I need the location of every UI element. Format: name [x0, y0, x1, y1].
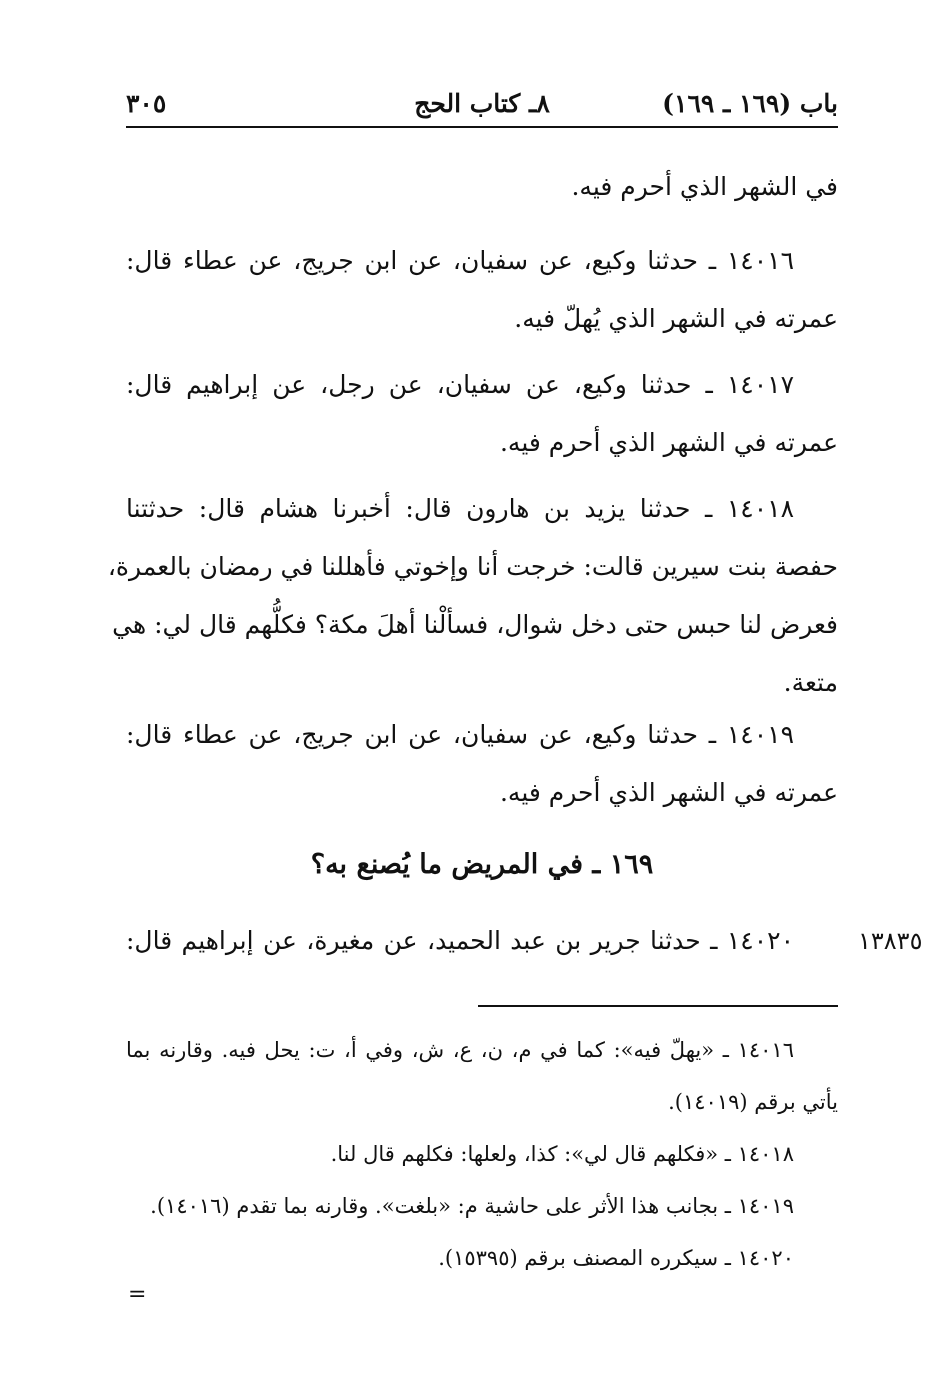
text-line: ١٤٠١٩ ـ حدثنا وكيع، عن سفيان، عن ابن جريج، عن عطاء قال:	[126, 720, 794, 749]
text-line: حفصة بنت سيرين قالت: خرجت أنا وإخوتي فأهللنا في رمضان بالعمرة،	[107, 552, 838, 581]
paragraph-14020	[126, 912, 838, 970]
footnote-line: ١٤٠١٨ ـ «فكلهم قال لي»: كذا، ولعلها: فكلهم قال لنا.	[330, 1142, 794, 1166]
text-line: عمرته في الشهر الذي أحرم فيه.	[499, 428, 838, 457]
text-line: ١٤٠١٦ ـ حدثنا وكيع، عن سفيان، عن ابن جريج، عن عطاء قال:	[126, 246, 794, 275]
book-title: ٨ـ كتاب الحج	[414, 89, 550, 118]
footnote-line: ١٤٠١٦ ـ «يهلّ فيه»: كما في م، ن، ع، ش، وفي أ، ت: يحل فيه. وقارنه بما	[126, 1038, 794, 1062]
header-rule	[126, 126, 838, 128]
paragraph-14016	[126, 232, 838, 348]
text-line: ١٤٠١٨ ـ حدثنا يزيد بن هارون قال: أخبرنا هشام قال: حدثتنا	[126, 494, 794, 523]
footnote-separator	[478, 1005, 838, 1007]
text-line: متعة.	[783, 668, 838, 697]
chapter-range: باب (١٦٩ ـ ١٦٩)	[662, 89, 838, 118]
footnote-line: ١٤٠٢٠ ـ سيكرره المصنف برقم (١٥٣٩٥).	[438, 1246, 794, 1270]
page-number: ٣٠٥	[126, 89, 167, 118]
page-header	[126, 84, 838, 124]
paragraph-14017	[126, 356, 838, 472]
footnote-line: ١٤٠١٩ ـ بجانب هذا الأثر على حاشية م: «بلغت». وقارنه بما تقدم (١٤٠١٦).	[150, 1194, 794, 1218]
text-line: ١٤٠١٧ ـ حدثنا وكيع، عن سفيان، عن رجل، عن إبراهيم قال:	[126, 370, 794, 399]
continuation-mark: =	[128, 1282, 147, 1307]
paragraph-14018	[107, 480, 838, 712]
paragraph-14019	[126, 706, 838, 822]
text-line: في الشهر الذي أحرم فيه.	[571, 172, 838, 201]
footnote-line: يأتي برقم (١٤٠١٩).	[668, 1090, 838, 1114]
margin-reference-number: ١٣٨٣٥	[858, 927, 923, 955]
text-line: ١٤٠٢٠ ـ حدثنا جرير بن عبد الحميد، عن مغيرة، عن إبراهيم قال:	[126, 926, 794, 955]
paragraph-continuation	[126, 158, 838, 216]
text-line: فعرض لنا حبس حتى دخل شوال، فسألْنا أهلَ مكة؟ فكلُّهم قال لي: هي	[112, 610, 838, 639]
text-line: عمرته في الشهر الذي يُهلّ فيه.	[514, 304, 838, 333]
text-line: عمرته في الشهر الذي أحرم فيه.	[499, 778, 838, 807]
section-heading: ١٦٩ ـ في المريض ما يُصنع به؟	[310, 849, 654, 880]
footnotes	[126, 1024, 838, 1284]
